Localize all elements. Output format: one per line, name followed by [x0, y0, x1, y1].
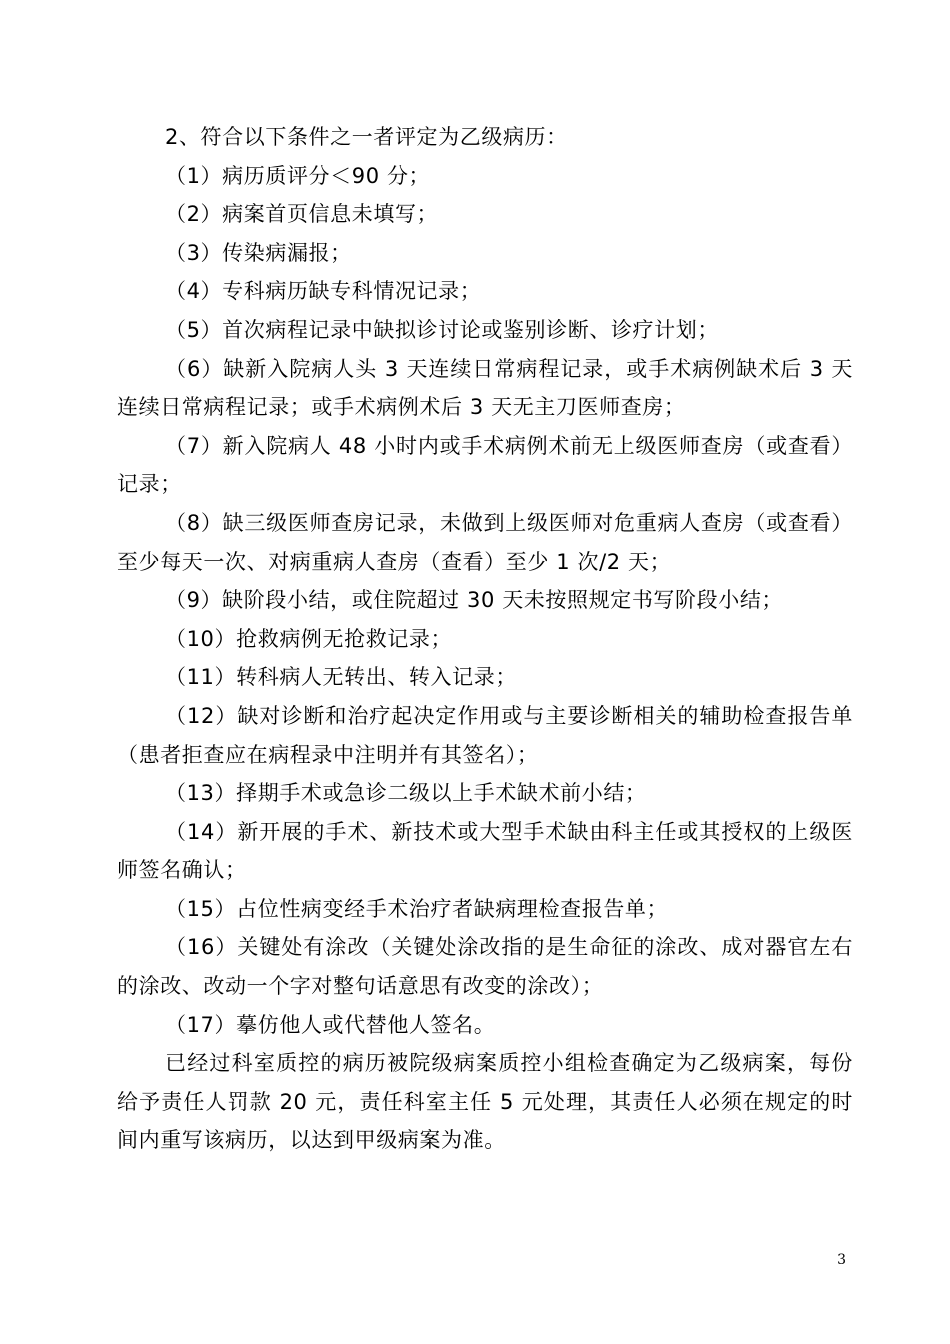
criterion-15: （15）占位性病变经手术治疗者缺病理检查报告单； [165, 896, 669, 921]
page-number: 3 [837, 1252, 846, 1268]
criterion-4: （4）专科病历缺专科情况记录； [165, 279, 482, 304]
grade-b-criteria-heading: 2、符合以下条件之一者评定为乙级病历： [165, 125, 568, 149]
penalty-paragraph: 已经过科室质控的病历被院级病案质控小组检查确定为乙级病案，每份给予责任人罚款 20 元，责任科室主任 5 元处理，其责任人必须在规定的时间内重写该病历，以达到甲级病案为准。 [117, 1051, 853, 1153]
criterion-12: （12）缺对诊断和治疗起决定作用或与主要诊断相关的辅助检查报告单（患者拒查应在病程录中注明并有其签名）； [117, 703, 853, 767]
criterion-13: （13）择期手术或急诊二级以上手术缺术前小结； [165, 781, 647, 806]
criterion-1: （1）病历质评分＜90 分； [165, 163, 431, 188]
criterion-14: （14）新开展的手术、新技术或大型手术缺由科主任或其授权的上级医师签名确认； [117, 819, 853, 883]
criterion-7: （7）新入院病人 48 小时内或手术病例术前无上级医师查房（或查看）记录； [117, 433, 853, 497]
criterion-16: （16）关键处有涂改（关键处涂改指的是生命征的涂改、成对器官左右的涂改、改动一个字对整句话意思有改变的涂改）； [117, 935, 853, 999]
criterion-10: （10）抢救病例无抢救记录； [165, 626, 453, 651]
criterion-11: （11）转科病人无转出、转入记录； [165, 665, 517, 690]
criterion-6: （6）缺新入院病人头 3 天连续日常病程记录，或手术病例缺术后 3 天连续日常病程记录；或手术病例术后 3 天无主刀医师查房； [117, 356, 853, 420]
criterion-9: （9）缺阶段小结，或住院超过 30 天未按照规定书写阶段小结； [165, 588, 784, 613]
criterion-2: （2）病案首页信息未填写； [165, 202, 439, 227]
document-body [117, 118, 853, 1160]
criterion-8: （8）缺三级医师查房记录，未做到上级医师对危重病人查房（或查看）至少每天一次、对病重病人查房（查看）至少 1 次/2 天； [117, 510, 853, 574]
criterion-17: （17）摹仿他人或代替他人签名。 [165, 1012, 496, 1037]
criterion-5: （5）首次病程记录中缺拟诊讨论或鉴别诊断、诊疗计划； [165, 317, 719, 342]
criterion-3: （3）传染病漏报； [165, 240, 352, 265]
